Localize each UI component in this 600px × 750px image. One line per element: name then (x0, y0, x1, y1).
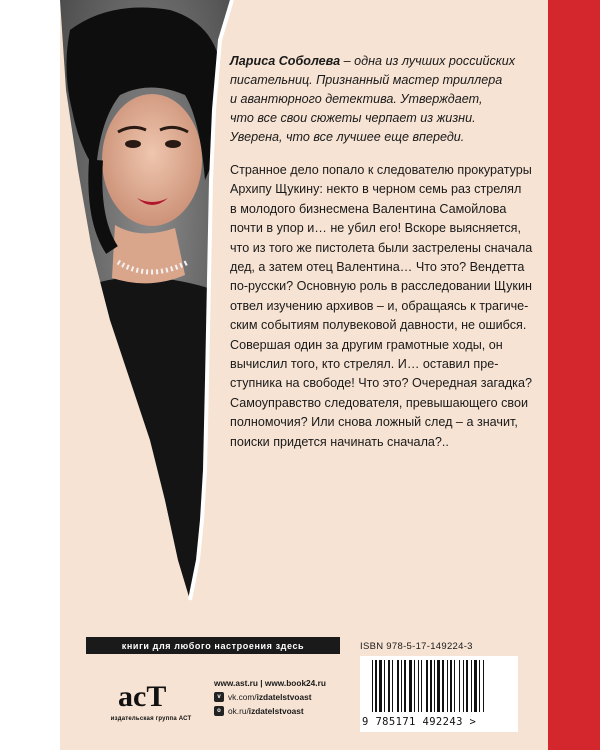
barcode-number: 9 785171 492243 > (362, 716, 477, 728)
description-line: отвел изучению архивов – и, обращаясь к трагиче- (230, 298, 529, 313)
barcode-bar (459, 660, 460, 712)
description-line: дед, а затем отец Валентина… Что это? Вендетта (230, 260, 525, 275)
barcode-bar (471, 660, 472, 712)
ok-handle[interactable]: izdatelstvoast (248, 706, 304, 716)
description-line: Архипу Щукину: некто в черном семь раз стрелял (230, 182, 522, 197)
barcode-bar (384, 660, 385, 712)
barcode-bar (437, 660, 440, 712)
slogan-banner: книги для любого настроения здесь (86, 637, 340, 654)
barcode-bar (474, 660, 477, 712)
barcode-bar (479, 660, 480, 712)
vk-prefix[interactable]: vk.com/ (228, 692, 257, 702)
barcode-bar (426, 660, 428, 712)
barcode-bar (434, 660, 435, 712)
barcode-bar (454, 660, 455, 712)
bio-line: писательниц. Признанный мастер триллера (230, 73, 503, 87)
barcode-bar (397, 660, 399, 712)
barcode-bar (392, 660, 393, 712)
vk-icon: v (214, 692, 224, 702)
barcode-bar (375, 660, 377, 712)
description-line: ским событиям полувековой давности, не ошибся. (230, 318, 527, 333)
barcode-area (360, 656, 518, 732)
vk-handle[interactable]: izdatelstvoast (256, 692, 312, 702)
publisher-logo (96, 666, 206, 726)
publisher-name: издательская группа АСТ (110, 716, 192, 722)
description-line: Самоуправство следователя, превышающего свои (230, 395, 528, 410)
barcode-bar (404, 660, 406, 712)
website-links[interactable]: www.ast.ru | www.book24.ru (214, 678, 326, 688)
ok-row (214, 704, 326, 718)
barcode-bar (401, 660, 402, 712)
barcode-bar (388, 660, 390, 712)
barcode-bar (450, 660, 452, 712)
barcode-bar (430, 660, 432, 712)
description-line: поиски придется начинать сначала?.. (230, 434, 449, 449)
bio-line: – одна из лучших российских (340, 54, 516, 68)
barcode-bar (483, 660, 484, 712)
book-description (230, 161, 533, 452)
vk-row (214, 690, 326, 704)
barcode-bar (418, 660, 419, 712)
logo-mark: acT (118, 680, 167, 713)
website-row (214, 676, 326, 690)
author-bio (230, 52, 522, 147)
description-line: Совершая один за другим грамотные ходы, он (230, 337, 503, 352)
barcode-bar (421, 660, 422, 712)
ast-logo-icon (96, 666, 206, 716)
barcode-bar (414, 660, 415, 712)
bio-line: и авантюрного детектива. Утверждает, (230, 92, 483, 106)
ok-prefix[interactable]: ok.ru/ (228, 706, 249, 716)
barcode-bar (466, 660, 468, 712)
bio-line: Уверена, что все лучшее еще впереди. (230, 130, 465, 144)
author-name: Лариса Соболева (230, 54, 341, 68)
description-line: почти в упор и… не убил его! Вскоре выясняется, (230, 221, 521, 236)
publisher-contacts (214, 676, 326, 718)
barcode-bar (409, 660, 412, 712)
barcode-bar (463, 660, 464, 712)
description-line: ступника на свободе! Что это? Очередная загадка? (230, 376, 532, 391)
ok-icon: o (214, 706, 224, 716)
barcode-bar (447, 660, 448, 712)
description-line: по-русски? Основную роль в расследовании Щукин (230, 279, 532, 294)
barcode-icon (370, 660, 510, 716)
description-line: полномочия? Или снова ложный след – а значит, (230, 415, 518, 430)
description-line: в молодого бизнесмена Валентина Самойлова (230, 201, 507, 216)
barcode-bar (379, 660, 382, 712)
isbn-label: ISBN 978-5-17-149224-3 (360, 641, 473, 652)
description-line: что из того же пистолета были застрелены сначала (230, 240, 533, 255)
barcode-bar (372, 660, 373, 712)
bio-line: что все свои сюжеты черпает из жизни. (230, 111, 476, 125)
description-line: Странное дело попало к следователю прокуратуры (230, 163, 532, 177)
description-line: вычислил того, кто стрелял. И… оставил пре- (230, 357, 499, 372)
barcode-bar (442, 660, 444, 712)
